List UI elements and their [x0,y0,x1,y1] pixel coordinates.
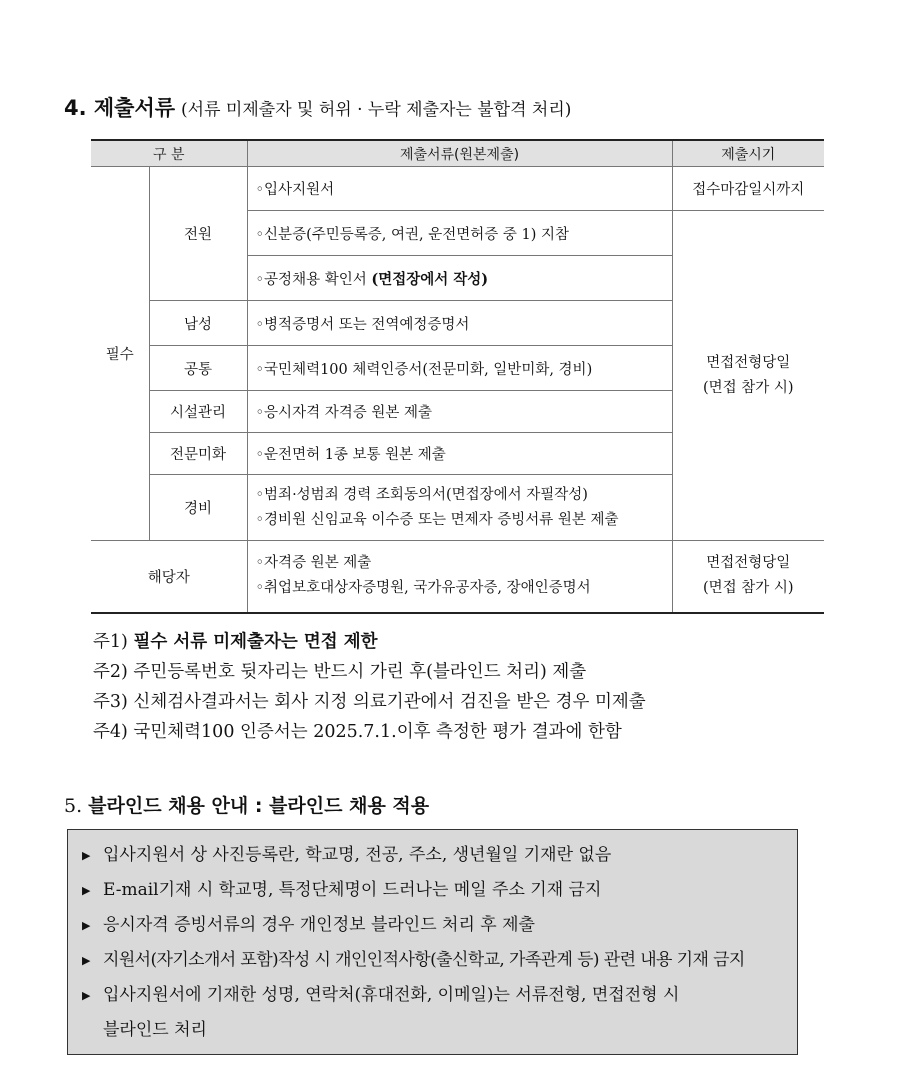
bullet-arrow-icon: ▶ [82,989,91,1002]
list-item-text-line2: 블라인드 처리 [103,1020,207,1040]
list-item-text: E-mail기재 시 학교명, 특정단체명이 드러나는 메일 주소 기재 금지 [103,880,602,900]
section4-title [64,92,571,122]
list-item [78,838,787,873]
doc-fitness: ◦국민체력100 체력인증서(전문미화, 일반미화, 경비) [247,346,672,391]
notes-list [93,627,646,747]
note-3: 주3) 신체검사결과서는 회사 지정 의료기관에서 검진을 받은 경우 미제출 [93,692,646,712]
doc-fair-hiring-bold: (면접장에서 작성) [371,270,489,288]
section4-heading: 4. 제출서류 [64,96,176,120]
doc-guard-training: ◦경비원 신임교육 이수증 또는 면제자 증빙서류 원본 제출 [255,511,619,528]
group-security: 경비 [149,475,247,541]
note-4: 주4) 국민체력100 인증서는 2025.7.1.이후 측정한 평가 결과에 한함 [93,722,622,742]
documents-table [91,139,824,614]
note-2: 주2) 주민등록번호 뒷자리는 반드시 가린 후(블라인드 처리) 제출 [93,662,587,682]
section4-subtitle: (서류 미제출자 및 허위 · 누락 제출자는 불합격 처리) [181,100,572,120]
doc-fair-hiring-text: ◦공정채용 확인서 [255,271,372,288]
note-1 [93,627,646,657]
applicable-label: 해당자 [91,541,247,613]
doc-id-copy: ◦신분증(주민등록증, 여권, 운전면허증 중 1) 지참 [247,211,672,256]
timing-deadline: 접수마감일시까지 [672,167,824,211]
group-common: 공통 [149,346,247,391]
bullet-arrow-icon: ▶ [82,884,91,897]
doc-application: ◦입사지원서 [247,167,672,211]
doc-fair-hiring [247,256,672,301]
doc-military: ◦병적증명서 또는 전역예정증명서 [247,301,672,346]
table-header-row [91,140,824,167]
table-row [91,167,824,211]
group-male: 남성 [149,301,247,346]
doc-license-cert: ◦응시자격 자격증 원본 제출 [247,391,672,433]
blind-hiring-list [78,838,787,1048]
bullet-arrow-icon: ▶ [82,849,91,862]
list-item [78,943,787,978]
doc-preference: ◦취업보호대상자증명원, 국가유공자증, 장애인증명서 [255,580,591,597]
doc-security-cell [247,475,672,541]
list-item [78,978,787,1048]
timing-applicable-cell [672,541,824,613]
bullet-arrow-icon: ▶ [82,954,91,967]
header-documents: 제출서류(원본제출) [247,140,672,167]
note-1-text: 필수 서류 미제출자는 면접 제한 [133,632,378,652]
list-item-text: 응시자격 증빙서류의 경우 개인정보 블라인드 처리 후 제출 [103,915,535,935]
header-timing: 제출시기 [672,140,824,167]
list-item-text: 입사지원서 상 사진등록란, 학교명, 전공, 주소, 생년월일 기재란 없음 [103,845,612,865]
timing-interview-note: (면접 참가 시) [702,379,794,396]
timing-interview-day: 면접전형당일 [706,354,791,371]
list-item [78,908,787,943]
group-beauty: 전문미화 [149,433,247,475]
group-all: 전원 [149,167,247,301]
list-item-text-line1: 입사지원서에 기재한 성명, 연락처(휴대전화, 이메일)는 서류전형, 면접전형 시 [103,985,680,1005]
doc-cert-original: ◦자격증 원본 제출 [255,555,372,572]
doc-criminal-check: ◦범죄·성범죄 경력 조회동의서(면접장에서 자필작성) [255,486,588,503]
list-item-text: 지원서(자기소개서 포함)작성 시 개인인적사항(출신학교, 가족관계 등) 관련 내용 기재 금지 [103,950,745,970]
timing-interview-cell [672,211,824,541]
bullet-arrow-icon: ▶ [82,919,91,932]
blind-hiring-box [67,829,798,1055]
section5-heading: 블라인드 채용 안내 : 블라인드 채용 적용 [88,795,430,817]
doc-driver-license: ◦운전면허 1종 보통 원본 제출 [247,433,672,475]
note-1-prefix: 주1) [93,632,134,652]
section5-number: 5. [64,795,89,817]
timing-interview-day-2: 면접전형당일 [706,555,791,572]
doc-applicable-cell [247,541,672,613]
group-facility: 시설관리 [149,391,247,433]
timing-interview-note-2: (면접 참가 시) [702,580,794,597]
list-item [78,873,787,908]
section5-title [64,791,429,818]
table-row [91,541,824,613]
header-category: 구 분 [91,140,247,167]
required-label: 필수 [91,167,149,541]
